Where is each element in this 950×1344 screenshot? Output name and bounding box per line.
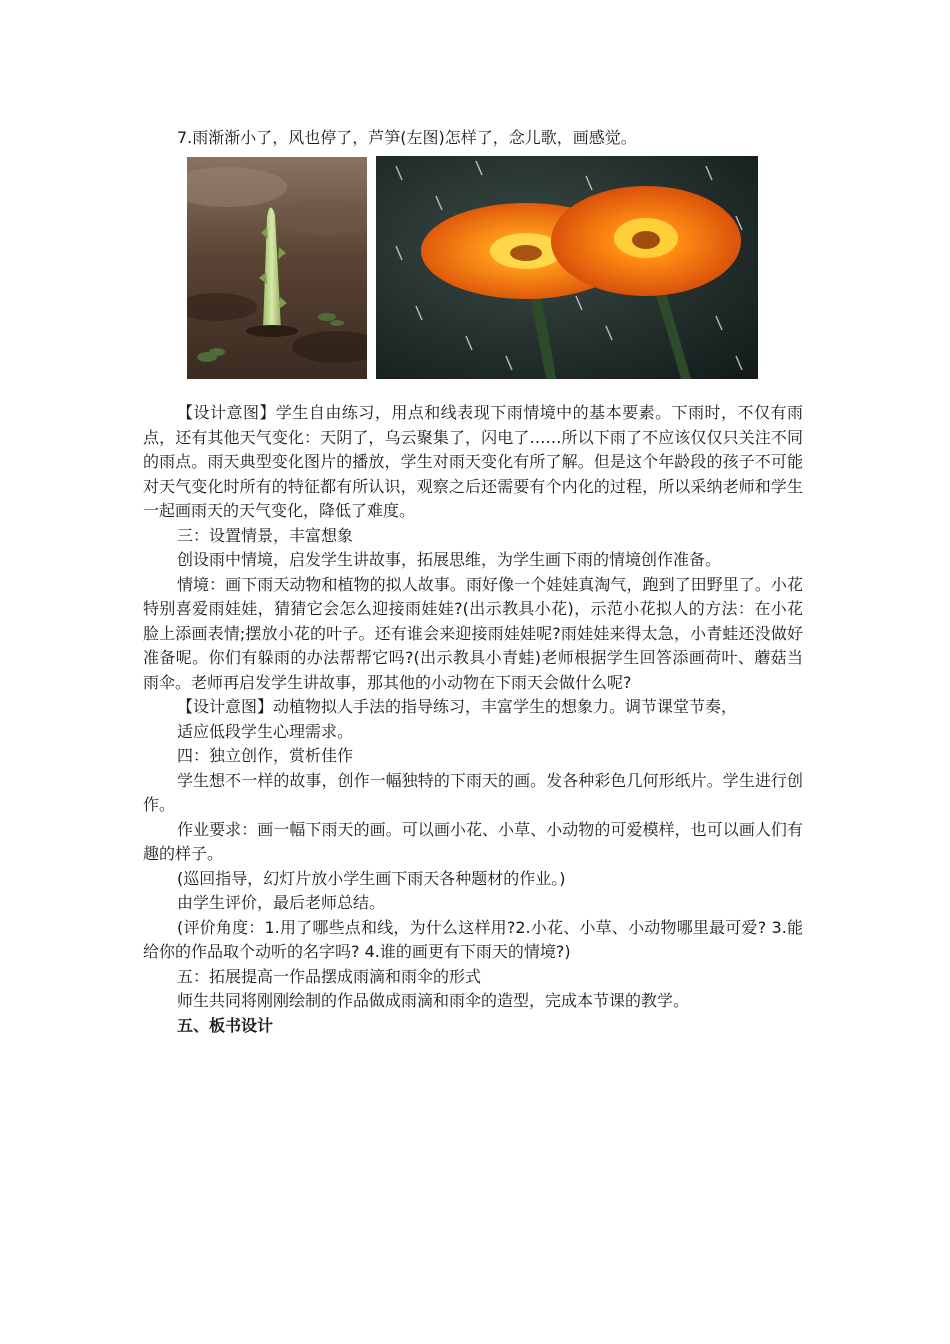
section-heading-5: 五：拓展提高一作品摆成雨滴和雨伞的形式 xyxy=(177,966,482,986)
figure-caption: 7.雨渐渐小了，风也停了，芦笋(左图)怎样了，念儿歌，画感觉。 xyxy=(177,128,637,147)
paragraph-creation: 学生想不一样的故事，创作一幅独特的下雨天的画。发各种彩色几何形纸片。学生进行创作。 xyxy=(143,770,803,814)
section-heading-4: 四：独立创作，赏析佳作 xyxy=(177,746,354,765)
paragraph-evaluation: 由学生评价，最后老师总结。 xyxy=(177,893,386,912)
paragraph-scenario: 情境：画下雨天动物和植物的拟人故事。雨好像一个娃娃真淘气，跑到了田野里了。小花特别喜爱雨娃娃，猜猜它会怎么迎接雨娃娃?(出示教具小花)，示范小花拟人的方法：在小花脸上添画表情;摆放小花的叶子。还有谁会来迎接雨娃娃呢?雨娃娃来得太急，小青蛙还没做好准备呢。你们有躲雨的办法帮帮它吗?(出示教具小青蛙)老师根据学生回答添画荷叶、蘑菇当雨伞。老师再启发学生讲故事，那其他的小动物在下雨天会做什么呢? xyxy=(143,574,803,692)
flowers-in-rain-photo xyxy=(376,156,758,379)
design-intent-paragraph-2-cont: 适应低段学生心理需求。 xyxy=(177,721,354,741)
paragraph-evaluation-angles: (评价角度：1.用了哪些点和线，为什么这样用?2.小花、小草、小动物哪里最可爱? 3.能给你的作品取个动听的名字吗? 4.谁的画更有下雨天的情境?) xyxy=(143,917,803,961)
body-text xyxy=(143,401,803,1038)
asparagus-photo xyxy=(187,157,367,379)
section-heading-3: 三：设置情景，丰富想象 xyxy=(177,525,354,545)
paragraph-closing: 师生共同将刚刚绘制的作品做成雨滴和雨伞的造型，完成本节课的教学。 xyxy=(177,991,690,1010)
design-intent-paragraph-2: 【设计意图】动植物拟人手法的指导练习，丰富学生的想象力。调节课堂节奏， xyxy=(177,697,738,716)
paragraph-tour-guidance: (巡回指导，幻灯片放小学生画下雨天各种题材的作业。) xyxy=(177,868,566,888)
board-design-heading: 五、板书设计 xyxy=(177,1015,274,1035)
paragraph-create-scene: 创设雨中情境，启发学生讲故事，拓展思维，为学生画下雨的情境创作准备。 xyxy=(177,550,722,569)
design-intent-paragraph-1: 【设计意图】学生自由练习，用点和线表现下雨情境中的基本要素。下雨时，不仅有雨点，还有其他天气变化：天阴了，乌云聚集了，闪电了……所以下雨了不应该仅仅只关注不同的雨点。雨天典型变化图片的播放，学生对雨天变化有所了解。但是这个年龄段的孩子不可能对天气变化时所有的特征都有所认识，观察之后还需要有个内化的过程，所以采纳老师和学生一起画雨天的天气变化，降低了难度。 xyxy=(143,403,803,520)
paragraph-homework: 作业要求：画一幅下雨天的画。可以画小花、小草、小动物的可爱模样，也可以画人们有趣的样子。 xyxy=(143,819,803,863)
